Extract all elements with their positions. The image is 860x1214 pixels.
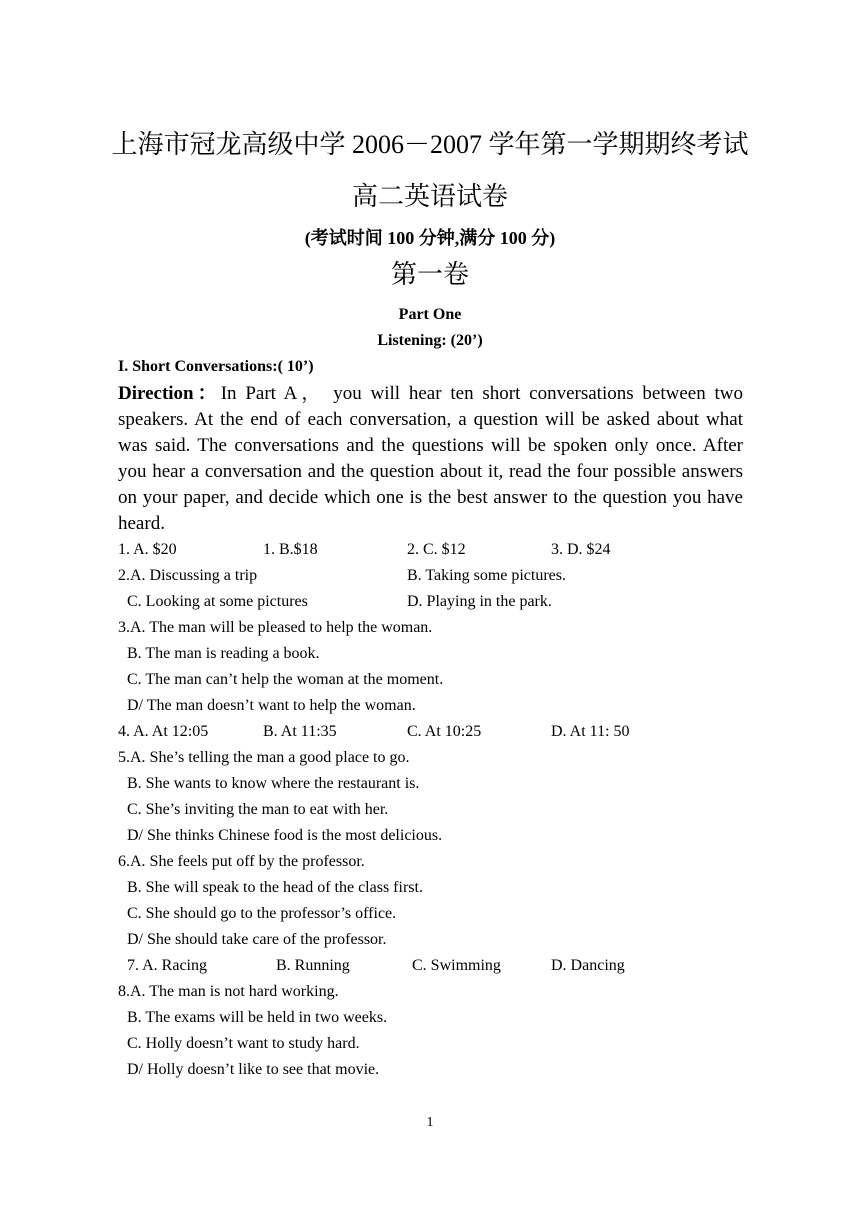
exam-title: 上海市冠龙高级中学 2006－2007 学年第一学期期终考试 — [111, 130, 749, 159]
q5-option-a: 5.A. She’s telling the man a good place to go. — [118, 749, 410, 766]
q7-option-d: D. Dancing — [551, 957, 625, 974]
q3-option-a: 3.A. The man will be pleased to help the woman. — [118, 619, 433, 636]
q4-option-c: C. At 10:25 — [407, 723, 482, 740]
q1-option-d: 3. D. $24 — [551, 541, 611, 558]
q4-option-b: B. At 11:35 — [263, 723, 337, 740]
q3-option-d: D/ The man doesn’t want to help the woman. — [127, 697, 416, 714]
q8-option-b: B. The exams will be held in two weeks. — [127, 1009, 388, 1026]
q1-option-a: 1. A. $20 — [118, 541, 177, 558]
q2-option-c: C. Looking at some pictures — [127, 593, 308, 610]
exam-info: (考试时间 100 分钟,满分 100 分) — [304, 228, 556, 248]
q3-option-c: C. The man can’t help the woman at the moment. — [127, 671, 444, 688]
q6-option-a: 6.A. She feels put off by the professor. — [118, 853, 365, 870]
q5-option-c: C. She’s inviting the man to eat with her. — [127, 801, 389, 818]
q2-option-d: D. Playing in the park. — [407, 593, 552, 610]
exam-subtitle: 高二英语试卷 — [351, 182, 508, 211]
q2-option-a: 2.A. Discussing a trip — [118, 567, 258, 584]
q7-option-c: C. Swimming — [412, 957, 501, 974]
q3-option-b: B. The man is reading a book. — [127, 645, 320, 662]
part-heading: Part One — [398, 306, 462, 323]
volume-heading: 第一卷 — [390, 260, 469, 289]
q1-option-c: 2. C. $12 — [407, 541, 466, 558]
q2-option-b: B. Taking some pictures. — [407, 567, 567, 584]
q7-option-a: 7. A. Racing — [127, 957, 207, 974]
q4-option-a: 4. A. At 12:05 — [118, 723, 209, 740]
q6-option-d: D/ She should take care of the professor. — [127, 931, 387, 948]
q8-option-d: D/ Holly doesn’t like to see that movie. — [127, 1061, 380, 1078]
direction-paragraph — [118, 381, 743, 537]
q8-option-a: 8.A. The man is not hard working. — [118, 983, 339, 1000]
listening-heading: Listening: (20’) — [377, 332, 483, 349]
q8-option-c: C. Holly doesn’t want to study hard. — [127, 1035, 360, 1052]
direction-label: Direction： — [118, 383, 221, 404]
q6-option-c: C. She should go to the professor’s office. — [127, 905, 397, 922]
q6-option-b: B. She will speak to the head of the class first. — [127, 879, 423, 896]
page-number: 1 — [426, 1115, 434, 1130]
q1-option-b: 1. B.$18 — [263, 541, 318, 558]
section-title: I. Short Conversations:( 10’) — [118, 358, 314, 375]
q7-option-b: B. Running — [276, 957, 350, 974]
q5-option-d: D/ She thinks Chinese food is the most delicious. — [127, 827, 443, 844]
q5-option-b: B. She wants to know where the restaurant is. — [127, 775, 420, 792]
q4-option-d: D. At 11: 50 — [551, 723, 630, 740]
direction-text: In Part A， you will hear ten short conversations between two speakers. At the end of each conversation, a question will be asked about what was said. The conversations and the questions will be spoken only once. After you hear a conversation and the question about it, read the four possible answers on your paper, and decide which one is the best answer to the question you have heard. — [118, 383, 743, 534]
